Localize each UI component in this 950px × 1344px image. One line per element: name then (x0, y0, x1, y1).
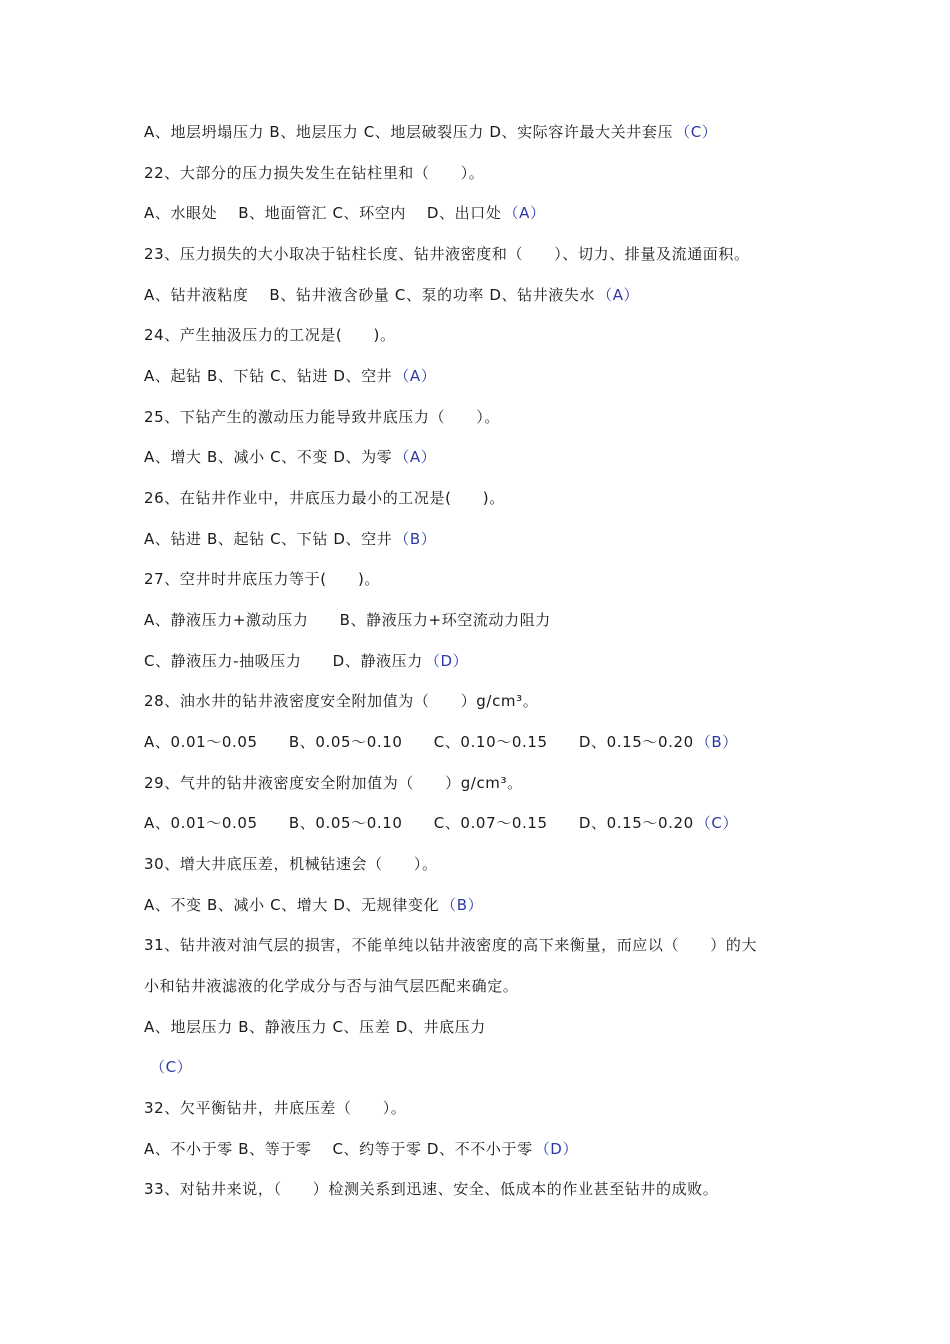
line-text: A、起钻 B、下钻 C、钻进 D、空井 (144, 367, 393, 385)
answer-label: （A） (597, 286, 640, 304)
answer-label: （A） (503, 204, 546, 222)
question-line (144, 1098, 824, 1118)
answer-label: （B） (394, 530, 437, 548)
line-text: 33、对钻井来说，（ ）检测关系到迅速、安全、低成本的作业甚至钻井的成败。 (144, 1180, 719, 1198)
line-text: 22、大部分的压力损失发生在钻柱里和（ ）。 (144, 164, 485, 182)
option-line (144, 447, 824, 467)
answer-label: （D） (424, 652, 469, 670)
line-text: 29、气井的钻井液密度安全附加值为（ ）g/cm³。 (144, 774, 523, 792)
option-line (144, 610, 824, 630)
question-line (144, 407, 824, 427)
answer-label: （D） (534, 1140, 579, 1158)
option-line (144, 651, 824, 671)
question-line (144, 569, 824, 589)
line-text: 25、下钻产生的激动压力能导致井底压力（ ）。 (144, 408, 500, 426)
question-line (144, 854, 824, 874)
line-text: A、静液压力+激动压力 B、静液压力+环空流动力阻力 (144, 611, 551, 629)
question-line (144, 325, 824, 345)
option-line (144, 366, 824, 386)
line-text: A、地层坍塌压力 B、地层压力 C、地层破裂压力 D、实际容许最大关井套压 (144, 123, 674, 141)
line-text: 27、空井时井底压力等于( )。 (144, 570, 380, 588)
line-text: C、静液压力-抽吸压力 D、静液压力 (144, 652, 423, 670)
answer-label: （B） (695, 733, 738, 751)
line-text: A、0.01～0.05 B、0.05～0.10 C、0.07～0.15 D、0.15～0.20 (144, 814, 694, 832)
question-line (144, 244, 824, 264)
question-line (144, 935, 824, 955)
answer-label: （A） (394, 448, 437, 466)
option-line (144, 732, 824, 752)
line-text: 23、压力损失的大小取决于钻柱长度、钻井液密度和（ ）、切力、排量及流通面积。 (144, 245, 750, 263)
question-line (144, 163, 824, 183)
option-line (144, 529, 824, 549)
question-line (144, 488, 824, 508)
line-text: 32、欠平衡钻井，井底压差（ ）。 (144, 1099, 407, 1117)
line-text: 24、产生抽汲压力的工况是( )。 (144, 326, 396, 344)
question-line (144, 773, 824, 793)
question-line (144, 1179, 824, 1199)
answer-line (148, 1057, 828, 1077)
question-line (144, 691, 824, 711)
answer-label: （B） (441, 896, 484, 914)
line-text: 30、增大井底压差，机械钻速会（ ）。 (144, 855, 438, 873)
line-text: A、钻进 B、起钻 C、下钻 D、空井 (144, 530, 393, 548)
line-text: 28、油水井的钻井液密度安全附加值为（ ）g/cm³。 (144, 692, 539, 710)
line-text: A、水眼处 B、地面管汇 C、环空内 D、出口处 (144, 204, 502, 222)
option-line (144, 203, 824, 223)
answer-label: （C） (150, 1058, 193, 1076)
option-line (144, 813, 824, 833)
line-text: A、地层压力 B、静液压力 C、压差 D、井底压力 (144, 1018, 486, 1036)
line-text: A、不变 B、减小 C、增大 D、无规律变化 (144, 896, 440, 914)
option-line (144, 122, 824, 142)
line-text: A、增大 B、减小 C、不变 D、为零 (144, 448, 393, 466)
answer-label: （A） (394, 367, 437, 385)
answer-label: （C） (675, 123, 718, 141)
line-text: 小和钻井液滤液的化学成分与否与油气层匹配来确定。 (144, 977, 519, 995)
option-line (144, 895, 824, 915)
answer-label: （C） (695, 814, 739, 832)
line-text: A、不小于零 B、等于零 C、约等于零 D、不不小于零 (144, 1140, 533, 1158)
option-line (144, 1017, 824, 1037)
question-line-continued (144, 976, 824, 996)
line-text: A、0.01～0.05 B、0.05～0.10 C、0.10～0.15 D、0.15～0.20 (144, 733, 694, 751)
option-line (144, 285, 824, 305)
line-text: 31、钻井液对油气层的损害，不能单纯以钻井液密度的高下来衡量，而应以（ ）的大 (144, 936, 758, 954)
line-text: A、钻井液粘度 B、钻井液含砂量 C、泵的功率 D、钻井液失水 (144, 286, 596, 304)
option-line (144, 1139, 824, 1159)
line-text: 26、在钻井作业中，井底压力最小的工况是( )。 (144, 489, 505, 507)
